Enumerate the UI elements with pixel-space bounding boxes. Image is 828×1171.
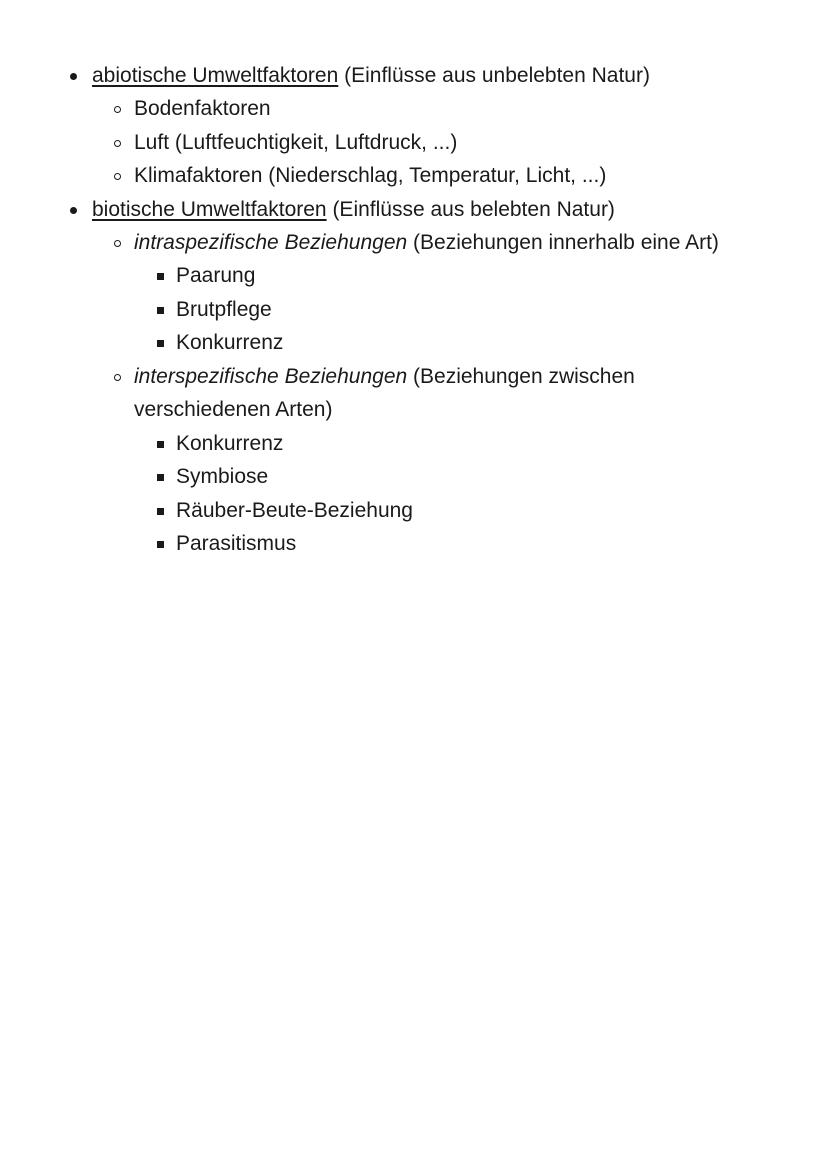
list-item: Parasitismus <box>176 532 297 555</box>
term-interspecific: interspezifische Beziehungen <box>134 365 408 388</box>
bullet-square-icon <box>157 541 164 548</box>
list-item-abiotic <box>92 59 650 93</box>
list-item: Brutpflege <box>176 298 272 321</box>
term-abiotic: abiotische Umweltfaktoren <box>92 64 339 87</box>
bullet-disc-icon <box>70 73 77 80</box>
list-item-intraspecific <box>134 226 719 260</box>
desc-interspecific: (Beziehungen zwischen <box>407 365 635 388</box>
desc-biotic: (Einflüsse aus belebten Natur) <box>326 198 615 221</box>
bullet-square-icon <box>157 307 164 314</box>
list-item: Bodenfaktoren <box>134 97 271 120</box>
bullet-square-icon <box>157 340 164 347</box>
bullet-circle-icon <box>114 374 121 381</box>
list-item: Luft (Luftfeuchtigkeit, Luftdruck, ...) <box>134 131 458 154</box>
bullet-circle-icon <box>114 140 121 147</box>
list-item: Konkurrenz <box>176 432 284 455</box>
bullet-circle-icon <box>114 106 121 113</box>
desc-intraspecific: (Beziehungen innerhalb eine Art) <box>407 231 719 254</box>
desc-abiotic: (Einflüsse aus unbelebten Natur) <box>338 64 650 87</box>
list-item: Symbiose <box>176 465 269 488</box>
bullet-disc-icon <box>70 207 77 214</box>
list-item: Paarung <box>176 264 256 287</box>
desc-interspecific-continued: verschiedenen Arten) <box>134 398 333 421</box>
bullet-square-icon <box>157 508 164 515</box>
term-intraspecific: intraspezifische Beziehungen <box>134 231 408 254</box>
list-item: Klimafaktoren (Niederschlag, Temperatur, Licht, ...) <box>134 164 607 187</box>
list-item: Konkurrenz <box>176 331 284 354</box>
bullet-circle-icon <box>114 240 121 247</box>
list-item: Räuber-Beute-Beziehung <box>176 499 413 522</box>
bullet-circle-icon <box>114 173 121 180</box>
term-biotic: biotische Umweltfaktoren <box>92 198 327 221</box>
list-item-biotic <box>92 193 615 227</box>
bullet-square-icon <box>157 441 164 448</box>
list-item-interspecific <box>134 360 635 394</box>
bullet-square-icon <box>157 273 164 280</box>
bullet-square-icon <box>157 474 164 481</box>
